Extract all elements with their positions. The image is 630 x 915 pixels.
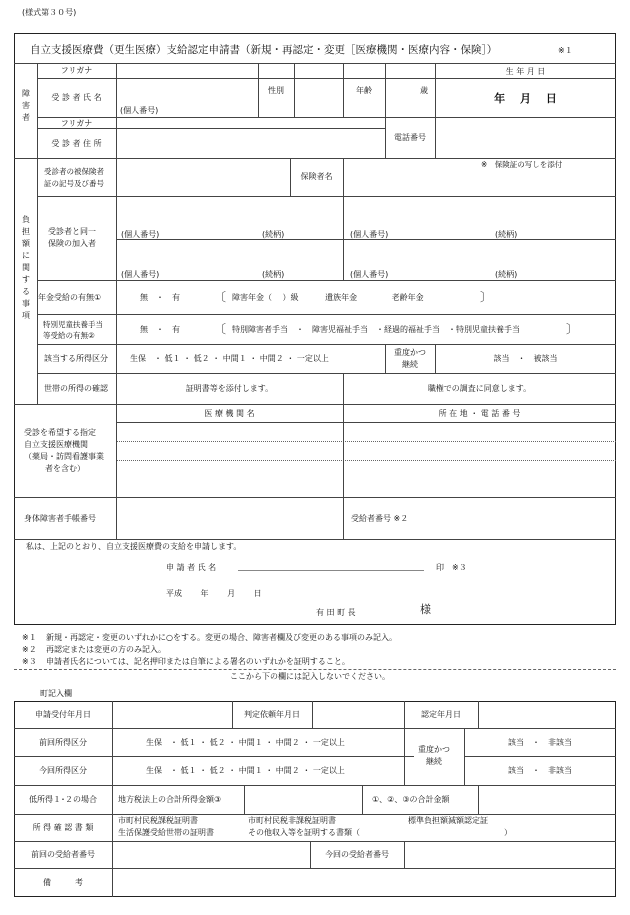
note-1-text: 新規・再認定・変更のいずれかに○をする。変更の場合、障害者欄及び変更のある事項のみ記入。 [46,633,397,642]
address-label: 受 診 者 住 所 [51,139,102,148]
same-insurance-label-1: 受診者と同一 [48,227,96,236]
section-burden: 負担額に関する事項 [22,215,30,320]
doc-5: その他収入等を証明する書類（ ） [248,828,512,837]
member1-relation: (続柄) [262,230,285,239]
note-1-mark: ※１ [22,633,37,642]
prev-class-options[interactable]: 生保 ・ 低１ ・ 低２ ・ 中間１ ・ 中間２ ・ 一定以上 [146,738,345,747]
form-number: (様式第３０号) [22,8,77,17]
mayor: 有 田 町 長 [316,608,356,617]
town-prev-applicable[interactable]: 該当 ・ 非該当 [508,738,572,747]
severe-label-1: 重度かつ [394,348,426,357]
declaration: 私は、上記のとおり、自立支援医療費の支給を申請します。 [26,542,242,551]
insurance-copy-note: ※ 保険証の写しを添付 [481,160,563,169]
town-section-label: 町記入欄 [40,689,72,698]
member3-relation: (続柄) [262,270,285,279]
income-class-label: 該当する所得区分 [44,354,108,363]
same-insurance-label-2: 保険の加入者 [48,239,96,248]
hospital-label-1: 受診を希望する指定 [24,428,96,437]
section-patient: 障害者 [22,89,30,122]
doc-2: 市町村民税非課税証明書 [248,816,336,825]
prev-class-label: 前回所得区分 [39,738,87,747]
member4-relation: (続柄) [495,270,518,279]
member3-mynumber: (個人番号) [121,270,160,279]
era-date: 平成 年 月 日 [166,589,262,598]
allowance-label-2: 等受給の有無② [43,331,95,340]
receipt-date-label: 申請受付年月日 [35,710,91,719]
seal-note: 印 ※３ [436,563,467,572]
dob-label: 生 年 月 日 [505,67,546,76]
form-title: 自立支援医療費（更生医療）支給認定申請書（新規・再認定・変更［医療機関・医療内容・保険］） [30,44,498,56]
town-severe-1: 重度かつ [418,745,450,754]
do-not-fill-note: ここから下の欄には記入しないでください。 [230,672,390,681]
member2-mynumber: (個人番号) [350,230,389,239]
hospital-label-3: （薬局・訪問看護事業 [24,452,104,461]
income-class-options[interactable]: 生保 ・ 低１ ・ 低２ ・ 中間１ ・ 中間２ ・ 一定以上 [130,354,329,363]
furigana-label: フリガナ [60,66,93,75]
age-label: 年齢 [356,86,372,95]
hospital-label-4: 者を含む） [45,464,85,473]
sama: 様 [420,603,431,616]
remarks-label: 備 考 [43,878,83,887]
patient-name-label: 受 診 者 氏 名 [51,93,102,102]
note-3-text: 申請者氏名については、記名押印または自筆による署名のいずれかを証明すること。 [46,657,350,666]
low-income-label: 低所得１･２の場合 [29,795,97,804]
allowance-yes-no[interactable]: 無 ・ 有 [140,325,180,334]
dob-value: 年 月 日 [494,92,557,105]
local-tax-label: 地方税法上の合計所得金額③ [118,795,222,804]
allowance-label-1: 特別児童扶養手当 [43,320,103,329]
phone-label: 電話番号 [394,133,426,142]
gender-label: 性別 [268,86,284,95]
insurance-card-label-1: 受診者の被保険者 [44,167,104,176]
handbook-label: 身体障害者手帳番号 [24,514,96,523]
title-note: ※１ [558,46,573,55]
hospital-label-2: 自立支援医療機関 [24,440,88,449]
hospital-addr-header: 所 在 地 ・ 電 話 番 号 [438,409,521,418]
hospital-name-header: 医 療 機 関 名 [204,409,255,418]
cert-date-label: 認定年月日 [421,710,461,719]
member2-relation: (続柄) [495,230,518,239]
member1-mynumber: (個人番号) [121,230,160,239]
judge-date-label: 判定依頼年月日 [244,710,300,719]
this-recipient-label: 今回の受給者番号 [325,850,389,859]
allowance-options[interactable]: 特別障害者手当 ・ 障害児福祉手当 ・経過的福祉手当 ・特別児童扶養手当 [232,325,520,334]
this-class-options[interactable]: 生保 ・ 低１ ・ 低２ ・ 中間１ ・ 中間２ ・ 一定以上 [146,766,345,775]
severe-applicable[interactable]: 該当 ・ 被該当 [493,354,558,363]
furigana-label-2: フリガナ [60,119,93,128]
total-label: ①、②、③の合計金額 [372,795,450,804]
this-class-label: 今回所得区分 [39,766,87,775]
pension-yes-no[interactable]: 無 ・ 有 [140,293,180,302]
doc-type-label: 所 得 確 認 書 類 [32,823,94,832]
note-2-text: 再認定または変更の方のみ記入。 [46,645,166,654]
note-3-mark: ※３ [22,657,37,666]
age-unit: 歳 [420,86,428,95]
town-severe-2: 継続 [426,757,442,766]
insurance-card-label-2: 証の記号及び番号 [44,179,104,188]
pension-label: 年金受給の有無① [38,293,102,302]
attach-cert: 証明書等を添付します。 [185,384,274,393]
pension-options[interactable]: 障害年金（ ）級 遺族年金 老齢年金 [232,293,424,302]
member4-mynumber: (個人番号) [350,270,389,279]
recipient-label: 受給者番号 ※２ [351,514,409,523]
insurer-label: 保険者名 [300,172,333,181]
note-2-mark: ※２ [22,645,37,654]
doc-3: 標準負担額減額認定証 [408,816,488,825]
doc-1: 市町村民税課税証明書 [118,816,198,825]
severe-label-2: 継続 [402,360,418,369]
town-this-applicable[interactable]: 該当 ・ 非該当 [508,766,572,775]
patient-mynumber: (個人番号) [120,106,159,115]
applicant-label: 申 請 者 氏 名 [166,563,217,572]
household-label: 世帯の所得の確認 [44,384,108,393]
doc-4: 生活保護受給世帯の証明書 [118,828,214,837]
consent: 職権での調査に同意します。 [427,384,532,393]
prev-recipient-label: 前回の受給者番号 [31,850,95,859]
